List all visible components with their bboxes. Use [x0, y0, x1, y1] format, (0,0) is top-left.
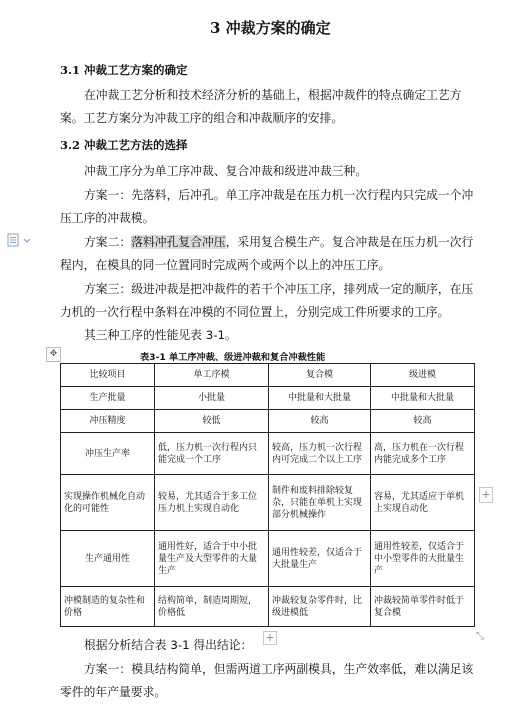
table-row [61, 410, 475, 433]
table-cell: 实现操作机械化自动化的可能性 [61, 475, 155, 531]
table-cell: 冲裁较简单零件时低于复合模 [371, 587, 475, 627]
chapter-heading: 3 冲裁方案的确定 [210, 19, 331, 37]
table-cell: 较高 [371, 410, 475, 433]
paragraph-line: 零件的年产量要求。 [60, 685, 167, 699]
table-cell: 通用性好，适合于中小批量生产及大型零件的大量生产 [155, 531, 269, 587]
table-cell: 制件和废料排除较复杂，只能在单机上实现部分机械操作 [269, 475, 371, 531]
table-cell: 较低 [155, 410, 269, 433]
paragraph-line: 程内，在模具的同一位置同时完成两个或两个以上的冲压工序。 [60, 258, 391, 272]
table-header-cell: 单工序模 [155, 364, 269, 387]
paragraph-line: 压工序的冲裁模。 [60, 211, 155, 225]
table-cell: 冲压精度 [61, 410, 155, 433]
table-cell: 通用性较差，仅适合于大批量生产 [269, 531, 371, 587]
table-header-row [61, 364, 475, 387]
add-column-button[interactable]: + [479, 487, 493, 503]
table-resize-handle[interactable]: ⤡ [476, 631, 484, 642]
table-cell: 较高，压力机一次行程内可完成二个以上工序 [269, 433, 371, 475]
table-header-cell: 级进模 [371, 364, 475, 387]
paragraph-line: 方案一：模具结构简单，但需两道工序两副模具，生产效率低，难以满足该 [84, 662, 474, 676]
text-span: 方案二： [84, 235, 132, 249]
table-cell: 小批量 [155, 387, 269, 410]
table-row [61, 433, 475, 475]
table-cell: 通用性较差，仅适合于中小型零件的大批量生产 [371, 531, 475, 587]
selected-text[interactable]: 落料冲孔复合冲压 [131, 235, 226, 249]
paragraph-line-highlighted [84, 234, 473, 250]
table-row [61, 531, 475, 587]
paragraph-line: 其三种工序的性能见表 3-1。 [84, 328, 237, 342]
paragraph-options-icon[interactable] [7, 233, 35, 247]
table-cell: 低，压力机一次行程内只能完成一个工序 [155, 433, 269, 475]
table-cell: 冲裁较复杂零件时，比级进模低 [269, 587, 371, 627]
table-cell: 冲模制造的复杂性和价格 [61, 587, 155, 627]
paragraph-line: 在冲裁工艺分析和技术经济分析的基础上，根据冲裁件的特点确定工艺方 [84, 88, 462, 102]
paragraph-line: 冲裁工序分为单工序冲裁、复合冲裁和级进冲裁三种。 [84, 164, 368, 178]
table-cell: 结构简单，制造周期短，价格低 [155, 587, 269, 627]
paragraph-line: 力机的一次行程中条料在冲模的不同位置上，分别完成工件所要求的工序。 [60, 305, 450, 319]
paragraph-line: 根据分析结合表 3-1 得出结论： [84, 638, 253, 652]
section-3-2-title: 3.2 冲裁工艺方法的选择 [60, 138, 188, 152]
table-cell: 较易，尤其适合于多工位压力机上实现自动化 [155, 475, 269, 531]
table-cell: 中批量和大批量 [269, 387, 371, 410]
table-caption: 表3-1 单工序冲裁、级进冲裁和复合冲裁性能 [140, 352, 326, 363]
table-cell: 较高 [269, 410, 371, 433]
table-header-cell: 复合模 [269, 364, 371, 387]
paragraph-line: 方案三：级进冲裁是把冲裁件的若干个冲压工序，排列成一定的顺序，在压 [84, 282, 474, 296]
table-move-handle[interactable]: ✥ [46, 347, 61, 362]
comparison-table [60, 363, 475, 627]
table-cell: 生产通用性 [61, 531, 155, 587]
paragraph-line: 方案一：先落料，后冲孔。单工序冲裁是在压力机一次行程内只完成一个冲 [84, 188, 474, 202]
table-cell: 冲压生产率 [61, 433, 155, 475]
table-cell: 容易，尤其适应于单机上实现自动化 [371, 475, 475, 531]
section-3-1-title: 3.1 冲裁工艺方案的确定 [60, 63, 188, 77]
table-header-cell: 比较项目 [61, 364, 155, 387]
table-cell: 高，压力机在一次行程内能完成多个工序 [371, 433, 475, 475]
table-row [61, 475, 475, 531]
table-cell: 中批量和大批量 [371, 387, 475, 410]
paragraph-line: 案。工艺方案分为冲裁工序的组合和冲裁顺序的安排。 [60, 111, 344, 125]
add-row-button[interactable]: + [263, 631, 277, 645]
table-row [61, 387, 475, 410]
text-span: ，采用复合模生产。复合冲裁是在压力机一次行 [225, 235, 474, 249]
table-row [61, 587, 475, 627]
table-cell: 生产批量 [61, 387, 155, 410]
